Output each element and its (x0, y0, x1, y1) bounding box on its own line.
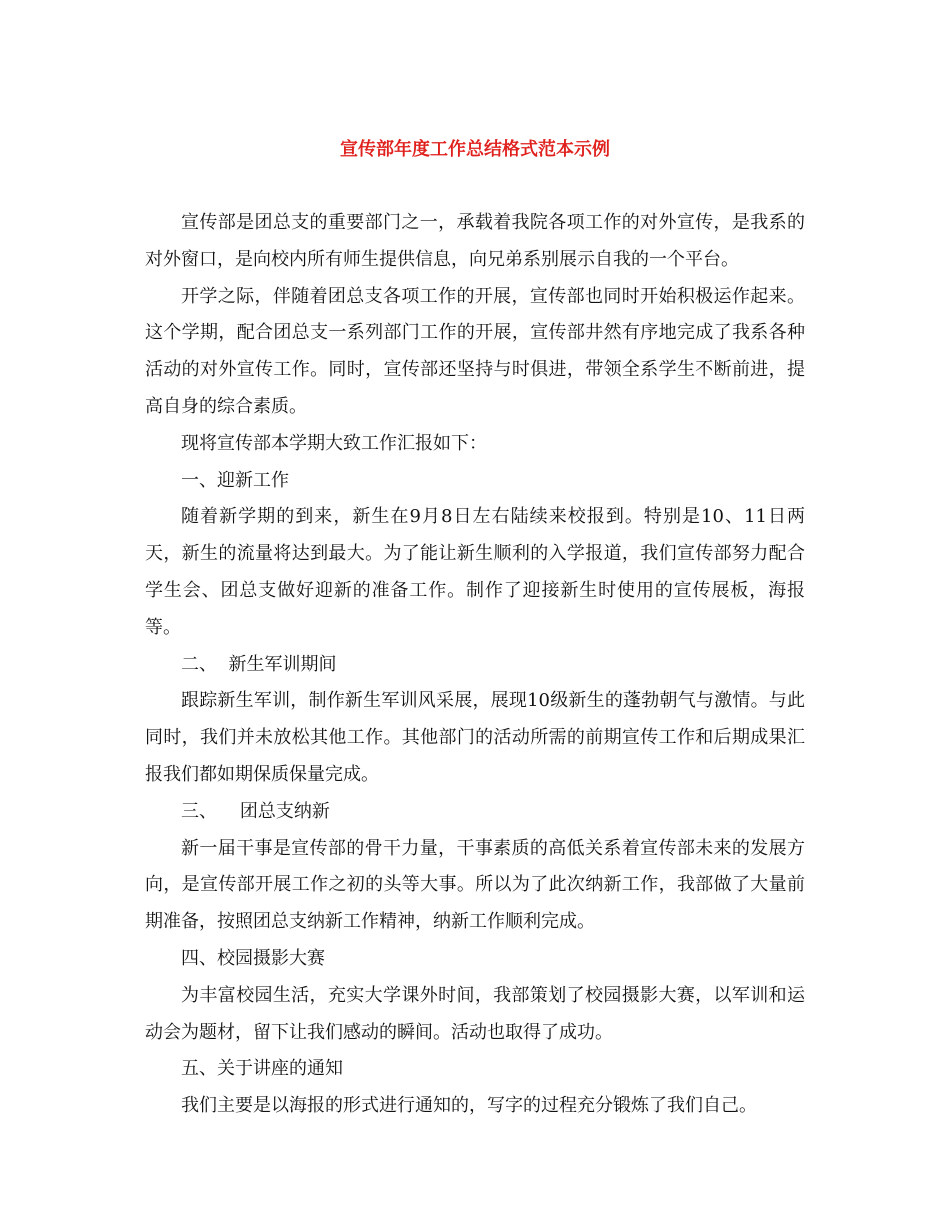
paragraph-intro: 宣传部是团总支的重要部门之一，承载着我院各项工作的对外宣传，是我系的对外窗口，是向校内所有师生提供信息，向兄弟系别展示自我的一个平台。 (145, 212, 805, 270)
section-heading-military-training: 二、 新生军训期间 (181, 653, 337, 675)
section-heading-recruitment: 三、 团总支纳新 (181, 800, 330, 822)
paragraph-recruitment: 新一届干事是宣传部的骨干力量，干事素质的高低关系着宣传部未来的发展方向，是宣传部开展工作之初的头等大事。所以为了此次纳新工作，我部做了大量前期准备，按照团总支纳新工作精神，纳新工作顺利完成。 (145, 837, 805, 933)
paragraph-lecture-notice: 我们主要是以海报的形式进行通知的，写字的过程充分锻炼了我们自己。 (181, 1095, 757, 1117)
paragraph-report-lead: 现将宣传部本学期大致工作汇报如下： (181, 432, 487, 454)
paragraph-welcome: 随着新学期的到来，新生在9月8日左右陆续来校报到。特别是10、11日两天，新生的流量将达到最大。为了能让新生顺利的入学报道，我们宣传部努力配合学生会、团总支做好迎新的准备工作。制作了迎接新生时使用的宣传展板，海报等。 (145, 506, 805, 638)
document-title: 宣传部年度工作总结格式范本示例 (340, 139, 610, 160)
paragraph-semester-start: 开学之际，伴随着团总支各项工作的开展，宣传部也同时开始积极运作起来。这个学期，配合团总支一系列部门工作的开展，宣传部井然有序地完成了我系各种活动的对外宣传工作。同时，宣传部还坚持与时俱进，带领全系学生不断前进，提高自身的综合素质。 (145, 285, 805, 417)
document-body (145, 205, 805, 1125)
paragraph-photo-contest: 为丰富校园生活，充实大学课外时间，我部策划了校园摄影大赛，以军训和运动会为题材，留下让我们感动的瞬间。活动也取得了成功。 (145, 984, 805, 1043)
section-heading-photo-contest: 四、校园摄影大赛 (181, 947, 325, 969)
paragraph-military-training: 跟踪新生军训，制作新生军训风采展，展现10级新生的蓬勃朝气与激情。与此同时，我们并未放松其他工作。其他部门的活动所需的前期宣传工作和后期成果汇报我们都如期保质保量完成。 (145, 690, 805, 785)
section-heading-welcome: 一、迎新工作 (181, 469, 289, 491)
section-heading-lecture-notice: 五、关于讲座的通知 (181, 1058, 343, 1080)
